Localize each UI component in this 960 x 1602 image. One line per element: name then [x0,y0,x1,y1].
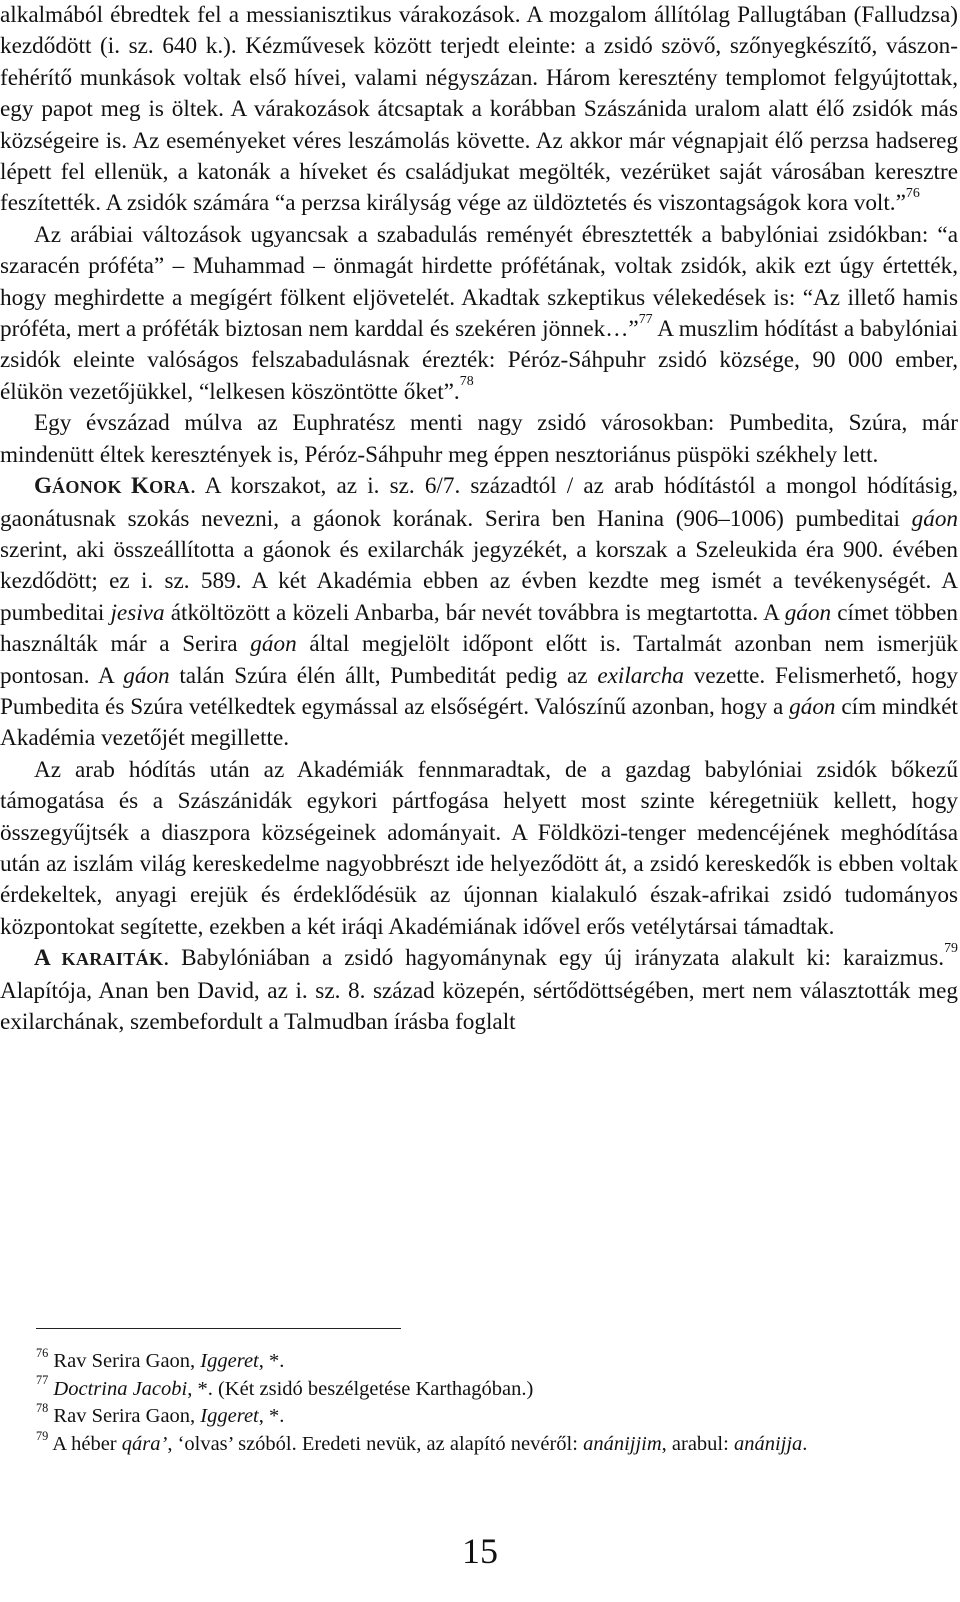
section-heading-gaonok-kora: GÁONOK KORA [34,473,191,500]
footnote-ref-79[interactable]: 79 [944,940,958,956]
footnote-ref-77[interactable]: 77 [638,311,653,327]
paragraph-gaonok-kora: GÁONOK KORA. A korszakot, az i. sz. 6/7. századtól / az arab hódítástól a mongol hódításig, gaonátusnak szokás nevezni, a gáonok korának. Serira ben Hanina (906–1006) pumbeditai gáon szerint, aki összeállította a gáonok és exilarchák jegyzékét, a korszak a Szeleukida éra 900. évében kezdődött; ez i. sz. 589. A két Akadémia ebben az évben kezdte meg ismét a tevékenységét. A pumbeditai jesiva átköltözött a közeli Anbarba, bár nevét továbbra is megtartotta. A gáon címet többen használták már a Serira gáon által megjelölt időpont előtt is. Tartalmát azonban nem ismerjük pontosan. A gáon talán Szúra élén állt, Pumbeditát pedig az exilarcha vezette. Felismerhető, hogy Pumbedita és Szúra vetélkedtek egymással az elsőségért. Valószínű azonban, hogy a gáon cím mindkét Akadémia vezetőjét megillette. [0,473,959,752]
footnote-ref-78[interactable]: 78 [459,374,474,390]
page-number: 15 [462,1531,498,1571]
paragraph-1: alkalmából ébredtek fel a messianisztikus várakozások. A mozgalom állítólag Pallugtában (Falludzsa) kezdődött (i. sz. 640 k.). Kézművesek között terjedt eleinte: a zsidó szövő, szőnyegkészítő, vászon-fehérítő munkások voltak első hívei, valami négyszázan. Három keresztény templomot felgyújtottak, egy papot meg is öltek. A várakozások átcsaptak a korábban Szászánida uralom alatt élő zsidók más községeire is. Az eseményeket véres leszámolás követte. Az akkor már végnapjait élő perzsa hadsereg lépett fel ellenük, a katonák a híveket és családjukat megölték, vezérüket saját városában keresztre feszítették. A zsidók számára “a perzsa királyság vége az üldöztetés és viszontagságok kora volt.”$^{76}$ [0,2,958,217]
footnote-separator [36,1328,401,1329]
footnote-78: $^{78}$ Rav Serira Gaon, Iggeret, *. [36,1400,285,1428]
footnotes [0,1345,960,1458]
paragraph-3: Egy évszázad múlva az Euphratész menti nagy zsidó városokban: Pumbedita, Szúra, már mindenütt éltek keresztények is, Péróz-Sáhpuhr meg éppen nesztoriánus püspöki székhely lett. [0,410,958,468]
footnote-77: $^{77}$ Doctrina Jacobi, *. (Két zsidó beszélgetése Karthagóban.) [36,1373,534,1400]
paragraph-5: Az arab hódítás után az Akadémiák fennmaradtak, de a gazdag babylóniai zsidók bőkezű támogatása és a Szászánidák egykori pártfogása helyett most szinte kéregetniük kellett, hogy összegyűjtsék a diaszpora községeinek adományait. A Földközi-tenger medencéjének meghódítása után az iszlám világ kereskedelme nagyobbrészt ide helyeződött át, a zsidó kereskedők is ebben voltak érdekeltek, anyagi erejük és érdeklődésük az újonnan kialakuló észak-afrikai zsidó tudományos központokat segítette, ezekben a két iráqi Akadémiának idővel erős vetélytársai támadtak. [0,756,958,940]
footnote-79: $^{79}$ A héber qára’, ‘olvas’ szóból. Eredeti nevük, az alapító nevéről: anánijjim, arabul: anánijja. [36,1428,808,1455]
footnote-76: $^{76}$ Rav Serira Gaon, Iggeret, *. [36,1345,285,1372]
paragraph-karaitak: A KARAITÁK. Babylóniában a zsidó hagyománynak egy új irányzata alakult ki: karaizmus.$^{79}$ Alapítója, Anan ben David, az i. sz. 8. század közepén, sértődöttségében, mert nem választották meg exilarchának, szembefordult a Talmudban írásba foglalt [0,940,958,1035]
paragraph-2: Az arábiai változások ugyancsak a szabadulás reményét ébresztették a babylóniai zsidókban: “a szaracén próféta” – Muhammad – önmagát hirdette prófétának, voltak zsidók, akik ezt úgy értették, hogy meghirdette a megígért fölkent eljövetelét. Akadtak szkeptikus vélekedések is: “Az illető hamis próféta, mert a próféták biztosan nem karddal és szekéren jönnek…”$^{77}$ A muszlim hódítást a babylóniai zsidók eleinte valóságos felszabadulásnak érezték: Péróz-Sáhpuhr zsidó községe, 90 000 ember, élükön vezetőjükkel, “lelkesen köszöntötte őket”.$^{78}$ [0,221,958,405]
footnote-ref-76[interactable]: 76 [905,186,920,202]
section-heading-karaitak: A KARAITÁK [34,945,164,972]
